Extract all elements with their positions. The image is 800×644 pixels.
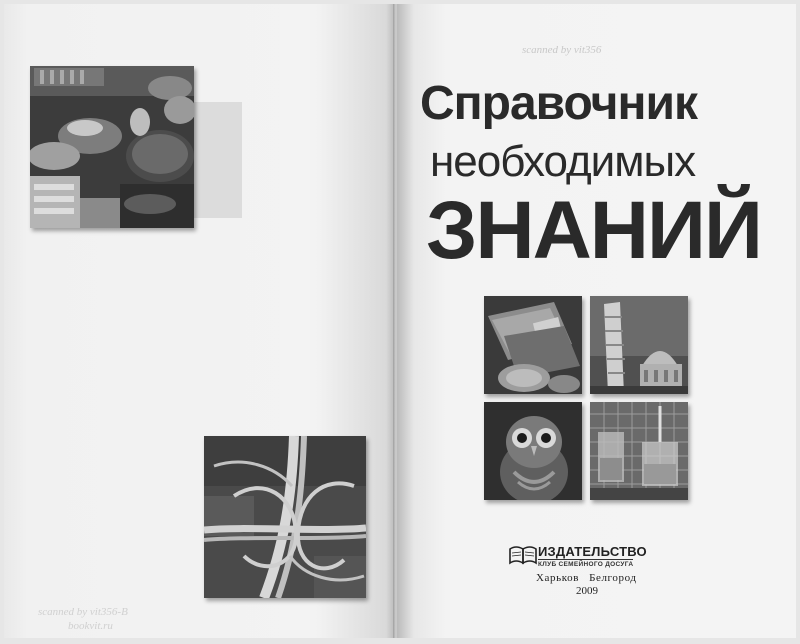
scan-watermark-line1: scanned by vit356-B xyxy=(38,606,128,618)
publisher-cities: Харьков Белгород xyxy=(536,572,637,584)
pisa-photo xyxy=(590,296,688,394)
bank-cards-photo xyxy=(484,296,582,394)
publisher-name: ИЗДАТЕЛЬСТВО xyxy=(538,544,647,559)
owl-photo xyxy=(484,402,582,500)
publisher-subtitle: КЛУБ СЕМЕЙНОГО ДОСУГА xyxy=(538,561,634,568)
title-line-3: ЗНАНИЙ xyxy=(426,185,761,276)
lab-glassware-photo xyxy=(590,402,688,500)
publication-year: 2009 xyxy=(576,585,598,597)
scan-watermark-line2: bookvit.ru xyxy=(68,620,113,632)
gray-block xyxy=(186,102,242,218)
food-photo xyxy=(30,66,194,228)
scan-watermark-top: scanned by vit356 xyxy=(522,44,602,56)
scan-watermark-bottom xyxy=(38,605,128,633)
title-line-2: необходимых xyxy=(430,137,696,186)
highway-photo xyxy=(204,436,366,598)
title-line-1: Справочник xyxy=(420,77,698,130)
open-book-logo-icon xyxy=(508,543,538,565)
